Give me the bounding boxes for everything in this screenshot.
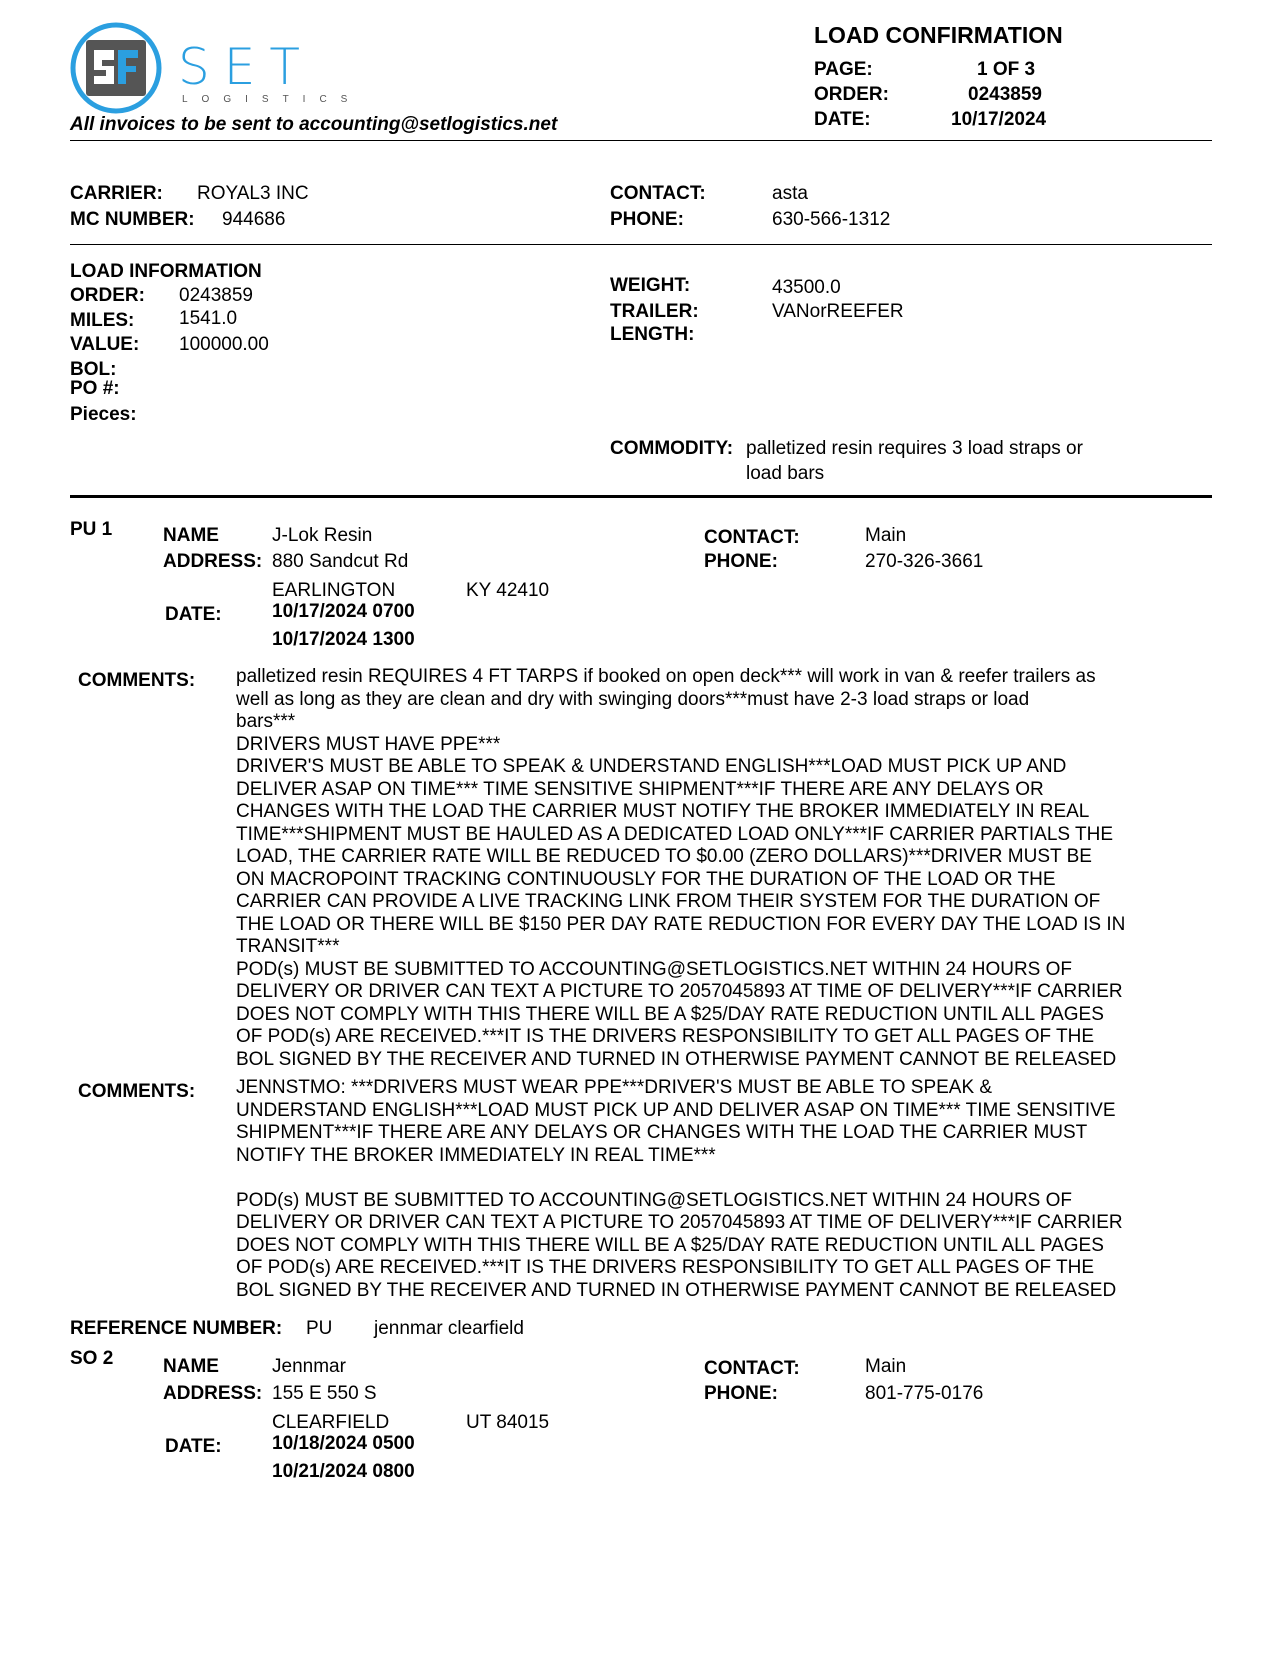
- pu1-phone-value: 270-326-3661: [865, 551, 984, 572]
- pu1-contact-label: CONTACT:: [704, 527, 800, 548]
- commodity-label: COMMODITY:: [610, 438, 734, 459]
- so2-contact-label: CONTACT:: [704, 1358, 800, 1379]
- so2-address-label: ADDRESS:: [163, 1383, 263, 1404]
- reference-label: REFERENCE NUMBER:: [70, 1318, 283, 1339]
- reference-type: PU: [306, 1318, 333, 1339]
- pu1-jennstmo-comments-text: JENNSTMO: ***DRIVERS MUST WEAR PPE***DRIVER'S MUST BE ABLE TO SPEAK & UNDERSTAND ENGLISH***LOAD MUST PICK UP AND DELIVER ASAP ON TIME*** TIME SENSITIVE SHIPMENT***IF THERE ARE ANY DELAYS OR CHANGES WITH THE LOAD THE CARRIER MUST NOTIFY THE BROKER IMMEDIATELY IN REAL TIME*** POD(s) MUST BE SUBMITTED TO ACCOUNTING@SETLOGISTICS.NET WITHIN 24 HOURS OF DELIVERY OR DRIVER CAN TEXT A PICTURE TO 2057045893 AT TIME OF DELIVERY***IF CARRIER DOES NOT COMPLY WITH THIS THERE WILL BE A $25/DAY RATE REDUCTION UNTIL ALL PAGES OF POD(s) ARE RECEIVED.***IT IS THE DRIVERS RESPONSIBILITY TO GET ALL PAGES OF THE BOL SIGNED BY THE RECEIVER AND TURNED IN OTHERWISE PAYMENT CANNOT BE RELEASED: [236, 1077, 1123, 1301]
- mc-label: MC NUMBER:: [70, 209, 195, 230]
- load-info-heading: LOAD INFORMATION: [70, 261, 262, 282]
- carrier-contact-value: asta: [772, 183, 808, 204]
- pu1-phone-label: PHONE:: [704, 551, 778, 572]
- so2-contact-value: Main: [865, 1356, 907, 1377]
- pu1-name-value: J-Lok Resin: [272, 525, 373, 546]
- commodity-line-1: palletized resin requires 3 load straps or: [746, 438, 1083, 459]
- comments-label: COMMENTS:: [78, 1081, 196, 1102]
- pu1-contact-value: Main: [865, 525, 907, 546]
- value-value: 100000.00: [179, 334, 269, 355]
- pu1-date-2: 10/17/2024 1300: [272, 629, 415, 650]
- stop-label-pu1: PU 1: [70, 519, 113, 540]
- length-label: LENGTH:: [610, 324, 695, 345]
- page-label: PAGE:: [814, 59, 873, 80]
- miles-label: MILES:: [70, 310, 135, 331]
- so2-date-label: DATE:: [165, 1436, 222, 1457]
- date-label: DATE:: [814, 109, 871, 130]
- pu1-comments-text: palletized resin REQUIRES 4 FT TARPS if booked on open deck*** will work in van & reefer trailers as well as long as they are clean and dry with swinging doors***must have 2-3 load straps or load bars*** DRIVERS MUST HAVE PPE*** DRIVER'S MUST BE ABLE TO SPEAK & UNDERSTAND ENGLISH***LOAD MUST PICK UP AND DELIVER ASAP ON TIME*** TIME SENSITIVE SHIPMENT***IF THERE ARE ANY DELAYS OR CHANGES WITH THE LOAD THE CARRIER MUST NOTIFY THE BROKER IMMEDIATELY IN REAL TIME***SHIPMENT MUST BE HAULED AS A DEDICATED LOAD ONLY***IF CARRIER PARTIALS THE LOAD, THE CARRIER RATE WILL BE REDUCED TO $0.00 (ZERO DOLLARS)***DRIVER MUST BE ON MACROPOINT TRACKING CONTINUOUSLY FOR THE DURATION OF THE LOAD OR THE CARRIER CAN PROVIDE A LIVE TRACKING LINK FROM THEIR SYSTEM FOR THE DURATION OF THE LOAD OR THERE WILL BE $150 PER DAY RATE REDUCTION FOR EVERY DAY THE LOAD IS IN TRANSIT*** POD(s) MUST BE SUBMITTED TO ACCOUNTING@SETLOGISTICS.NET WITHIN 24 HOURS OF DELIVERY OR DRIVER CAN TEXT A PICTURE TO 2057045893 AT TIME OF DELIVERY***IF CARRIER DOES NOT COMPLY WITH THIS THERE WILL BE A $25/DAY RATE REDUCTION UNTIL ALL PAGES OF POD(s) ARE RECEIVED.***IT IS THE DRIVERS RESPONSIBILITY TO GET ALL PAGES OF THE BOL SIGNED BY THE RECEIVER AND TURNED IN OTHERWISE PAYMENT CANNOT BE RELEASED: [236, 666, 1126, 1070]
- page-value: 1 OF 3: [977, 59, 1036, 80]
- pu1-date-1: 10/17/2024 0700: [272, 601, 415, 622]
- carrier-contact-label: CONTACT:: [610, 183, 706, 204]
- invoice-note: All invoices to be sent to accounting@setlogistics.net: [70, 114, 558, 135]
- page-title: LOAD CONFIRMATION: [814, 22, 1063, 48]
- so2-date-1: 10/18/2024 0500: [272, 1433, 415, 1454]
- carrier-phone-label: PHONE:: [610, 209, 684, 230]
- carrier-phone-value: 630-566-1312: [772, 209, 891, 230]
- divider: [70, 244, 1212, 245]
- load-order-value: 0243859: [179, 285, 253, 306]
- so2-city: CLEARFIELD: [272, 1412, 390, 1433]
- pieces-label: Pieces:: [70, 404, 137, 425]
- carrier-value: ROYAL3 INC: [197, 183, 309, 204]
- mc-value: 944686: [222, 209, 286, 230]
- weight-label: WEIGHT:: [610, 275, 691, 296]
- logo-sub: LOGISTICS: [182, 94, 362, 105]
- commodity-line-2: load bars: [746, 463, 825, 484]
- date-value: 10/17/2024: [951, 109, 1047, 130]
- set-logistics-logo-icon: [70, 22, 162, 114]
- so2-phone-label: PHONE:: [704, 1383, 778, 1404]
- pu1-name-label: NAME: [163, 525, 219, 546]
- so2-state-zip: UT 84015: [466, 1412, 550, 1433]
- trailer-value: VANorREEFER: [772, 301, 904, 322]
- divider: [70, 140, 1212, 141]
- pu1-address-value: 880 Sandcut Rd: [272, 551, 409, 572]
- comments-label: COMMENTS:: [78, 670, 196, 691]
- trailer-label: TRAILER:: [610, 301, 699, 322]
- load-order-label: ORDER:: [70, 285, 145, 306]
- stop-label-so2: SO 2: [70, 1348, 114, 1369]
- weight-value: 43500.0: [772, 277, 841, 298]
- so2-name-value: Jennmar: [272, 1356, 346, 1377]
- miles-value: 1541.0: [179, 308, 238, 329]
- carrier-label: CARRIER:: [70, 183, 163, 204]
- pu1-city: EARLINGTON: [272, 580, 396, 601]
- reference-value: jennmar clearfield: [374, 1318, 524, 1339]
- so2-phone-value: 801-775-0176: [865, 1383, 984, 1404]
- pu1-date-label: DATE:: [165, 604, 222, 625]
- so2-name-label: NAME: [163, 1356, 219, 1377]
- po-label: PO #:: [70, 378, 120, 399]
- value-label: VALUE:: [70, 334, 140, 355]
- so2-address-value: 155 E 550 S: [272, 1383, 377, 1404]
- order-value: 0243859: [968, 84, 1042, 105]
- logo-word: SET: [178, 38, 314, 96]
- so2-date-2: 10/21/2024 0800: [272, 1461, 415, 1482]
- pu1-state-zip: KY 42410: [466, 580, 550, 601]
- pu1-address-label: ADDRESS:: [163, 551, 263, 572]
- logo-wordmark: [178, 38, 362, 105]
- section-divider: [70, 495, 1212, 498]
- bol-label: BOL:: [70, 359, 117, 380]
- order-label: ORDER:: [814, 84, 889, 105]
